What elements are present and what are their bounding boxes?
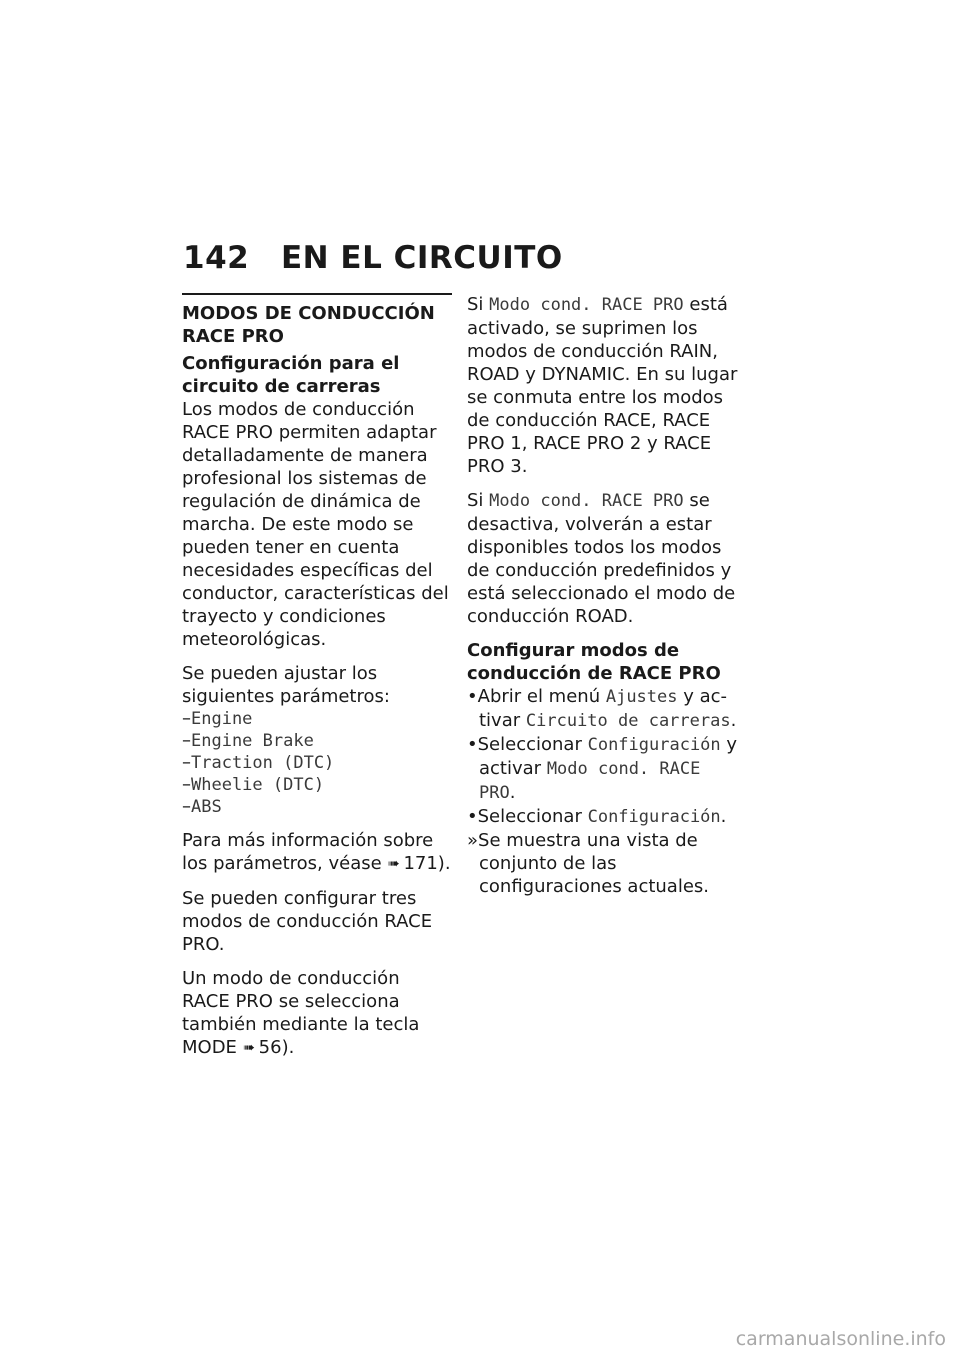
intro-paragraph: Los modos de conducción RACE PRO permiten adaptar detalladamente de manera profesional los sistemas de regulación de dinámica de marcha. De este modo se pueden tener en cuenta necesidades específicas del conductor, características del trayecto y condiciones meteorológicas. — [182, 399, 449, 650]
list-item: –ABS — [182, 796, 222, 817]
list-item: •Seleccionar Configuración. — [467, 806, 727, 827]
menu-term: Modo cond. RACE PRO — [489, 491, 684, 511]
more-info-paragraph: Para más información sobre los parámetros, véase ➠ 171). — [182, 830, 451, 874]
bullet-icon: • — [467, 734, 478, 755]
list-item: •Seleccionar Configuración y activar Modo cond. RACE PRO. — [467, 734, 738, 803]
params-list — [182, 708, 452, 818]
race-pro-off-paragraph: Si Modo cond. RACE PRO se desactiva, volverán a estar disponibles todos los modos de conducción predefinidos y está seleccionado el modo de conducción ROAD. — [467, 490, 736, 627]
chapter-title: EN EL CIRCUITO — [281, 240, 563, 276]
bullet-icon: • — [467, 806, 478, 827]
subsection-title: Configurar modos de conducción de RACE PRO — [467, 640, 721, 684]
modes-paragraph: Se pueden configurar tres modos de conducción RACE PRO. — [182, 888, 433, 955]
list-item: –Engine — [182, 708, 253, 729]
right-column — [467, 293, 742, 898]
list-item: »Se muestra una vista de conjunto de las configuraciones actuales. — [467, 830, 710, 897]
page-reference-icon: ➠ — [387, 856, 400, 872]
page-reference-link[interactable]: 56). — [258, 1037, 295, 1058]
watermark: carmanualsonline.info — [735, 1328, 946, 1350]
dash-icon: – — [182, 796, 191, 817]
race-pro-on-paragraph: Si Modo cond. RACE PRO está activado, se suprimen los modos de conducción RAIN, ROAD y DYNAMIC. En su lugar se conmuta entre los modos de conducción RACE, RACE PRO 1, RACE PRO 2 y RACE PRO 3. — [467, 294, 738, 477]
subsection-title: Configuración para el circuito de carreras — [182, 353, 400, 397]
dash-icon: – — [182, 752, 191, 773]
params-intro: Se pueden ajustar los siguientes parámetros: — [182, 663, 390, 707]
mode-button-paragraph: Un modo de conducción RACE PRO se selecciona también mediante la tecla MODE ➠ 56). — [182, 968, 420, 1058]
list-item: –Wheelie (DTC) — [182, 774, 325, 795]
page-number: 142 — [183, 240, 250, 276]
page-header — [183, 240, 563, 276]
list-item: –Traction (DTC) — [182, 752, 335, 773]
bullet-icon: • — [467, 686, 478, 707]
dash-icon: – — [182, 730, 191, 751]
menu-term: Modo cond. RACE PRO — [489, 295, 684, 315]
list-item: –Engine Brake — [182, 730, 314, 751]
section-rule — [182, 293, 452, 295]
steps-list — [467, 685, 742, 898]
page-reference-icon: ➠ — [242, 1040, 255, 1056]
dash-icon: – — [182, 708, 191, 729]
result-icon: » — [467, 830, 479, 851]
dash-icon: – — [182, 774, 191, 795]
page-reference-link[interactable]: 171). — [403, 853, 451, 874]
section-title: MODOS DE CONDUCCIÓN RACE PRO — [182, 303, 435, 347]
list-item: •Abrir el menú Ajustes y activar Circuito de carreras. — [467, 686, 737, 731]
left-column — [182, 293, 452, 1071]
